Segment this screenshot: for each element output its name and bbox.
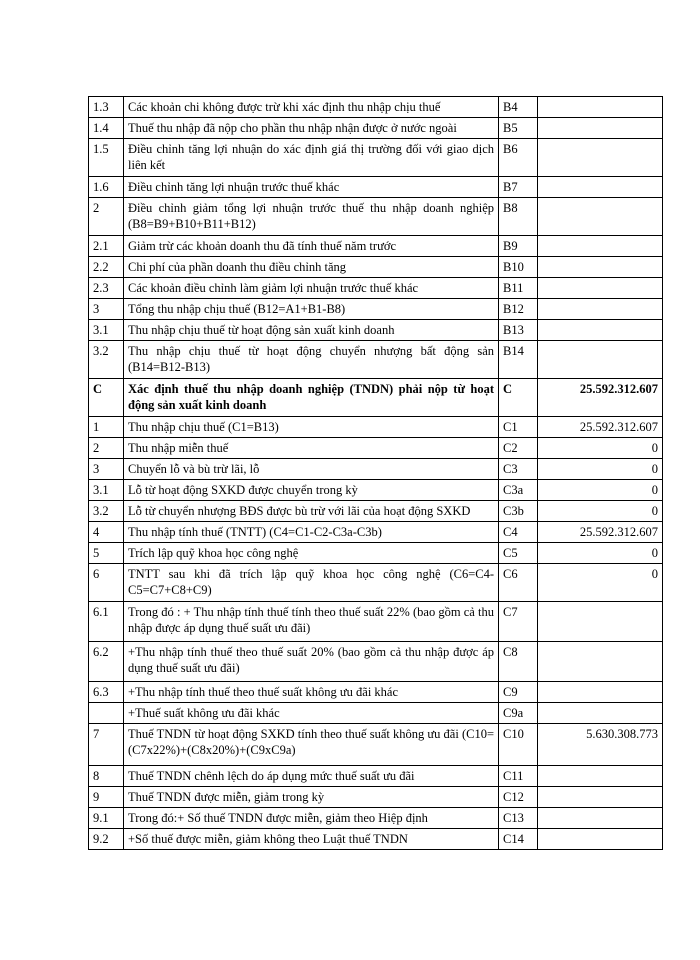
row-value [538,682,663,703]
row-number: 7 [89,724,124,766]
row-value [538,642,663,682]
row-code: B4 [499,97,538,118]
row-code: B9 [499,236,538,257]
row-number: 6 [89,564,124,602]
table-row [89,522,663,543]
row-description: +Thu nhập tính thuế theo thuế suất không ưu đãi khác [124,682,499,703]
row-code: B10 [499,257,538,278]
row-description: +Thu nhập tính thuế theo thuế suất 20% (bao gồm cả thu nhập được áp dụng thuế suất ưu đãi) [124,642,499,682]
row-value: 0 [538,438,663,459]
row-value: 0 [538,459,663,480]
row-description: +Số thuế được miễn, giảm không theo Luật thuế TNDN [124,829,499,850]
row-value [538,118,663,139]
row-description: Thu nhập tính thuế (TNTT) (C4=C1-C2-C3a-C3b) [124,522,499,543]
row-description: Trong đó:+ Số thuế TNDN được miễn, giảm theo Hiệp định [124,808,499,829]
row-value: 0 [538,564,663,602]
table-row [89,480,663,501]
row-description: Lỗ từ hoạt động SXKD được chuyển trong kỳ [124,480,499,501]
row-number: 4 [89,522,124,543]
row-number: C [89,379,124,417]
table-row [89,438,663,459]
row-code: C3b [499,501,538,522]
row-value [538,320,663,341]
row-description: Thu nhập chịu thuế từ hoạt động chuyển nhượng bất động sản (B14=B12-B13) [124,341,499,379]
row-number: 1.4 [89,118,124,139]
table-row [89,198,663,236]
row-value [538,602,663,642]
tax-declaration-table [88,96,663,850]
row-description: Tổng thu nhập chịu thuế (B12=A1+B1-B8) [124,299,499,320]
row-code: C8 [499,642,538,682]
table-row [89,459,663,480]
table-row [89,543,663,564]
row-value [538,341,663,379]
row-value [538,766,663,787]
row-description: Thu nhập miễn thuế [124,438,499,459]
row-value [538,97,663,118]
row-description: Giảm trừ các khoản doanh thu đã tính thuế năm trước [124,236,499,257]
row-code: C13 [499,808,538,829]
row-value [538,703,663,724]
row-number: 3.2 [89,501,124,522]
row-number [89,703,124,724]
table-row [89,682,663,703]
row-number: 5 [89,543,124,564]
row-description: Chi phí của phần doanh thu điều chỉnh tăng [124,257,499,278]
row-number: 1.3 [89,97,124,118]
row-code: B11 [499,278,538,299]
row-description: Trích lập quỹ khoa học công nghệ [124,543,499,564]
row-description: Chuyển lỗ và bù trừ lãi, lỗ [124,459,499,480]
row-description: Xác định thuế thu nhập doanh nghiệp (TNDN) phải nộp từ hoạt động sản xuất kinh doanh [124,379,499,417]
row-code: C5 [499,543,538,564]
table-row [89,97,663,118]
row-number: 2.2 [89,257,124,278]
row-value [538,198,663,236]
row-description: Thuế TNDN chênh lệch do áp dụng mức thuế suất ưu đãi [124,766,499,787]
row-value [538,139,663,177]
table-body [89,97,663,850]
table-row [89,278,663,299]
row-description: Các khoản điều chỉnh làm giảm lợi nhuận trước thuế khác [124,278,499,299]
table-row [89,236,663,257]
row-value: 0 [538,501,663,522]
row-number: 3 [89,299,124,320]
row-value: 0 [538,543,663,564]
row-description: TNTT sau khi đã trích lập quỹ khoa học công nghệ (C6=C4-C5=C7+C8+C9) [124,564,499,602]
table-row [89,139,663,177]
row-value [538,299,663,320]
row-number: 2.1 [89,236,124,257]
row-code: B12 [499,299,538,320]
row-number: 6.2 [89,642,124,682]
table-row [89,299,663,320]
row-value [538,257,663,278]
row-value: 25.592.312.607 [538,522,663,543]
table-row [89,642,663,682]
row-value: 5.630.308.773 [538,724,663,766]
row-number: 2 [89,438,124,459]
row-number: 8 [89,766,124,787]
row-code: C11 [499,766,538,787]
row-code: C9a [499,703,538,724]
row-code: B8 [499,198,538,236]
row-value [538,236,663,257]
row-number: 9.1 [89,808,124,829]
row-description: Thuế TNDN được miễn, giảm trong kỳ [124,787,499,808]
row-description: Thu nhập chịu thuế từ hoạt động sản xuất kinh doanh [124,320,499,341]
row-code: B14 [499,341,538,379]
row-value [538,177,663,198]
row-value: 25.592.312.607 [538,417,663,438]
row-number: 9 [89,787,124,808]
row-value [538,829,663,850]
row-code: C14 [499,829,538,850]
row-value: 25.592.312.607 [538,379,663,417]
table-row [89,808,663,829]
row-value [538,787,663,808]
row-code: C3 [499,459,538,480]
table-row [89,703,663,724]
table-row [89,118,663,139]
table-row [89,417,663,438]
table-row [89,564,663,602]
table-row [89,724,663,766]
row-number: 3.1 [89,320,124,341]
row-description: Trong đó : + Thu nhập tính thuế tính theo thuế suất 22% (bao gồm cả thu nhập được áp dụng thuế suất ưu đãi) [124,602,499,642]
table-row [89,341,663,379]
row-description: Điều chỉnh tăng lợi nhuận do xác định giá thị trường đối với giao dịch liên kết [124,139,499,177]
row-number: 2.3 [89,278,124,299]
table-row [89,501,663,522]
table-row [89,257,663,278]
row-code: B6 [499,139,538,177]
row-description: Thu nhập chịu thuế (C1=B13) [124,417,499,438]
row-code: C2 [499,438,538,459]
row-description: Các khoản chi không được trừ khi xác định thu nhập chịu thuế [124,97,499,118]
row-code: C6 [499,564,538,602]
row-description: Thuế TNDN từ hoạt động SXKD tính theo thuế suất không ưu đãi (C10=(C7x22%)+(C8x20%)+(C9xC9a) [124,724,499,766]
table-row [89,320,663,341]
row-code: C1 [499,417,538,438]
row-number: 3.1 [89,480,124,501]
row-value [538,808,663,829]
row-description: Lỗ từ chuyển nhượng BĐS được bù trừ với lãi của hoạt động SXKD [124,501,499,522]
row-value: 0 [538,480,663,501]
row-number: 2 [89,198,124,236]
row-description: Điều chỉnh tăng lợi nhuận trước thuế khác [124,177,499,198]
row-code: B13 [499,320,538,341]
table-row [89,177,663,198]
row-number: 1 [89,417,124,438]
table-row [89,602,663,642]
row-number: 1.6 [89,177,124,198]
row-code: C7 [499,602,538,642]
table-row [89,787,663,808]
row-code: C3a [499,480,538,501]
row-number: 3 [89,459,124,480]
table-row [89,829,663,850]
row-description: Điều chỉnh giảm tổng lợi nhuận trước thuế thu nhập doanh nghiệp (B8=B9+B10+B11+B12) [124,198,499,236]
row-number: 3.2 [89,341,124,379]
row-description: Thuế thu nhập đã nộp cho phần thu nhập nhận được ở nước ngoài [124,118,499,139]
row-code: C [499,379,538,417]
row-number: 9.2 [89,829,124,850]
row-number: 6.1 [89,602,124,642]
row-code: B5 [499,118,538,139]
row-code: C4 [499,522,538,543]
row-number: 6.3 [89,682,124,703]
row-code: C12 [499,787,538,808]
row-description: +Thuế suất không ưu đãi khác [124,703,499,724]
row-number: 1.5 [89,139,124,177]
row-value [538,278,663,299]
row-code: C9 [499,682,538,703]
row-code: C10 [499,724,538,766]
row-code: B7 [499,177,538,198]
table-row [89,379,663,417]
table-row [89,766,663,787]
